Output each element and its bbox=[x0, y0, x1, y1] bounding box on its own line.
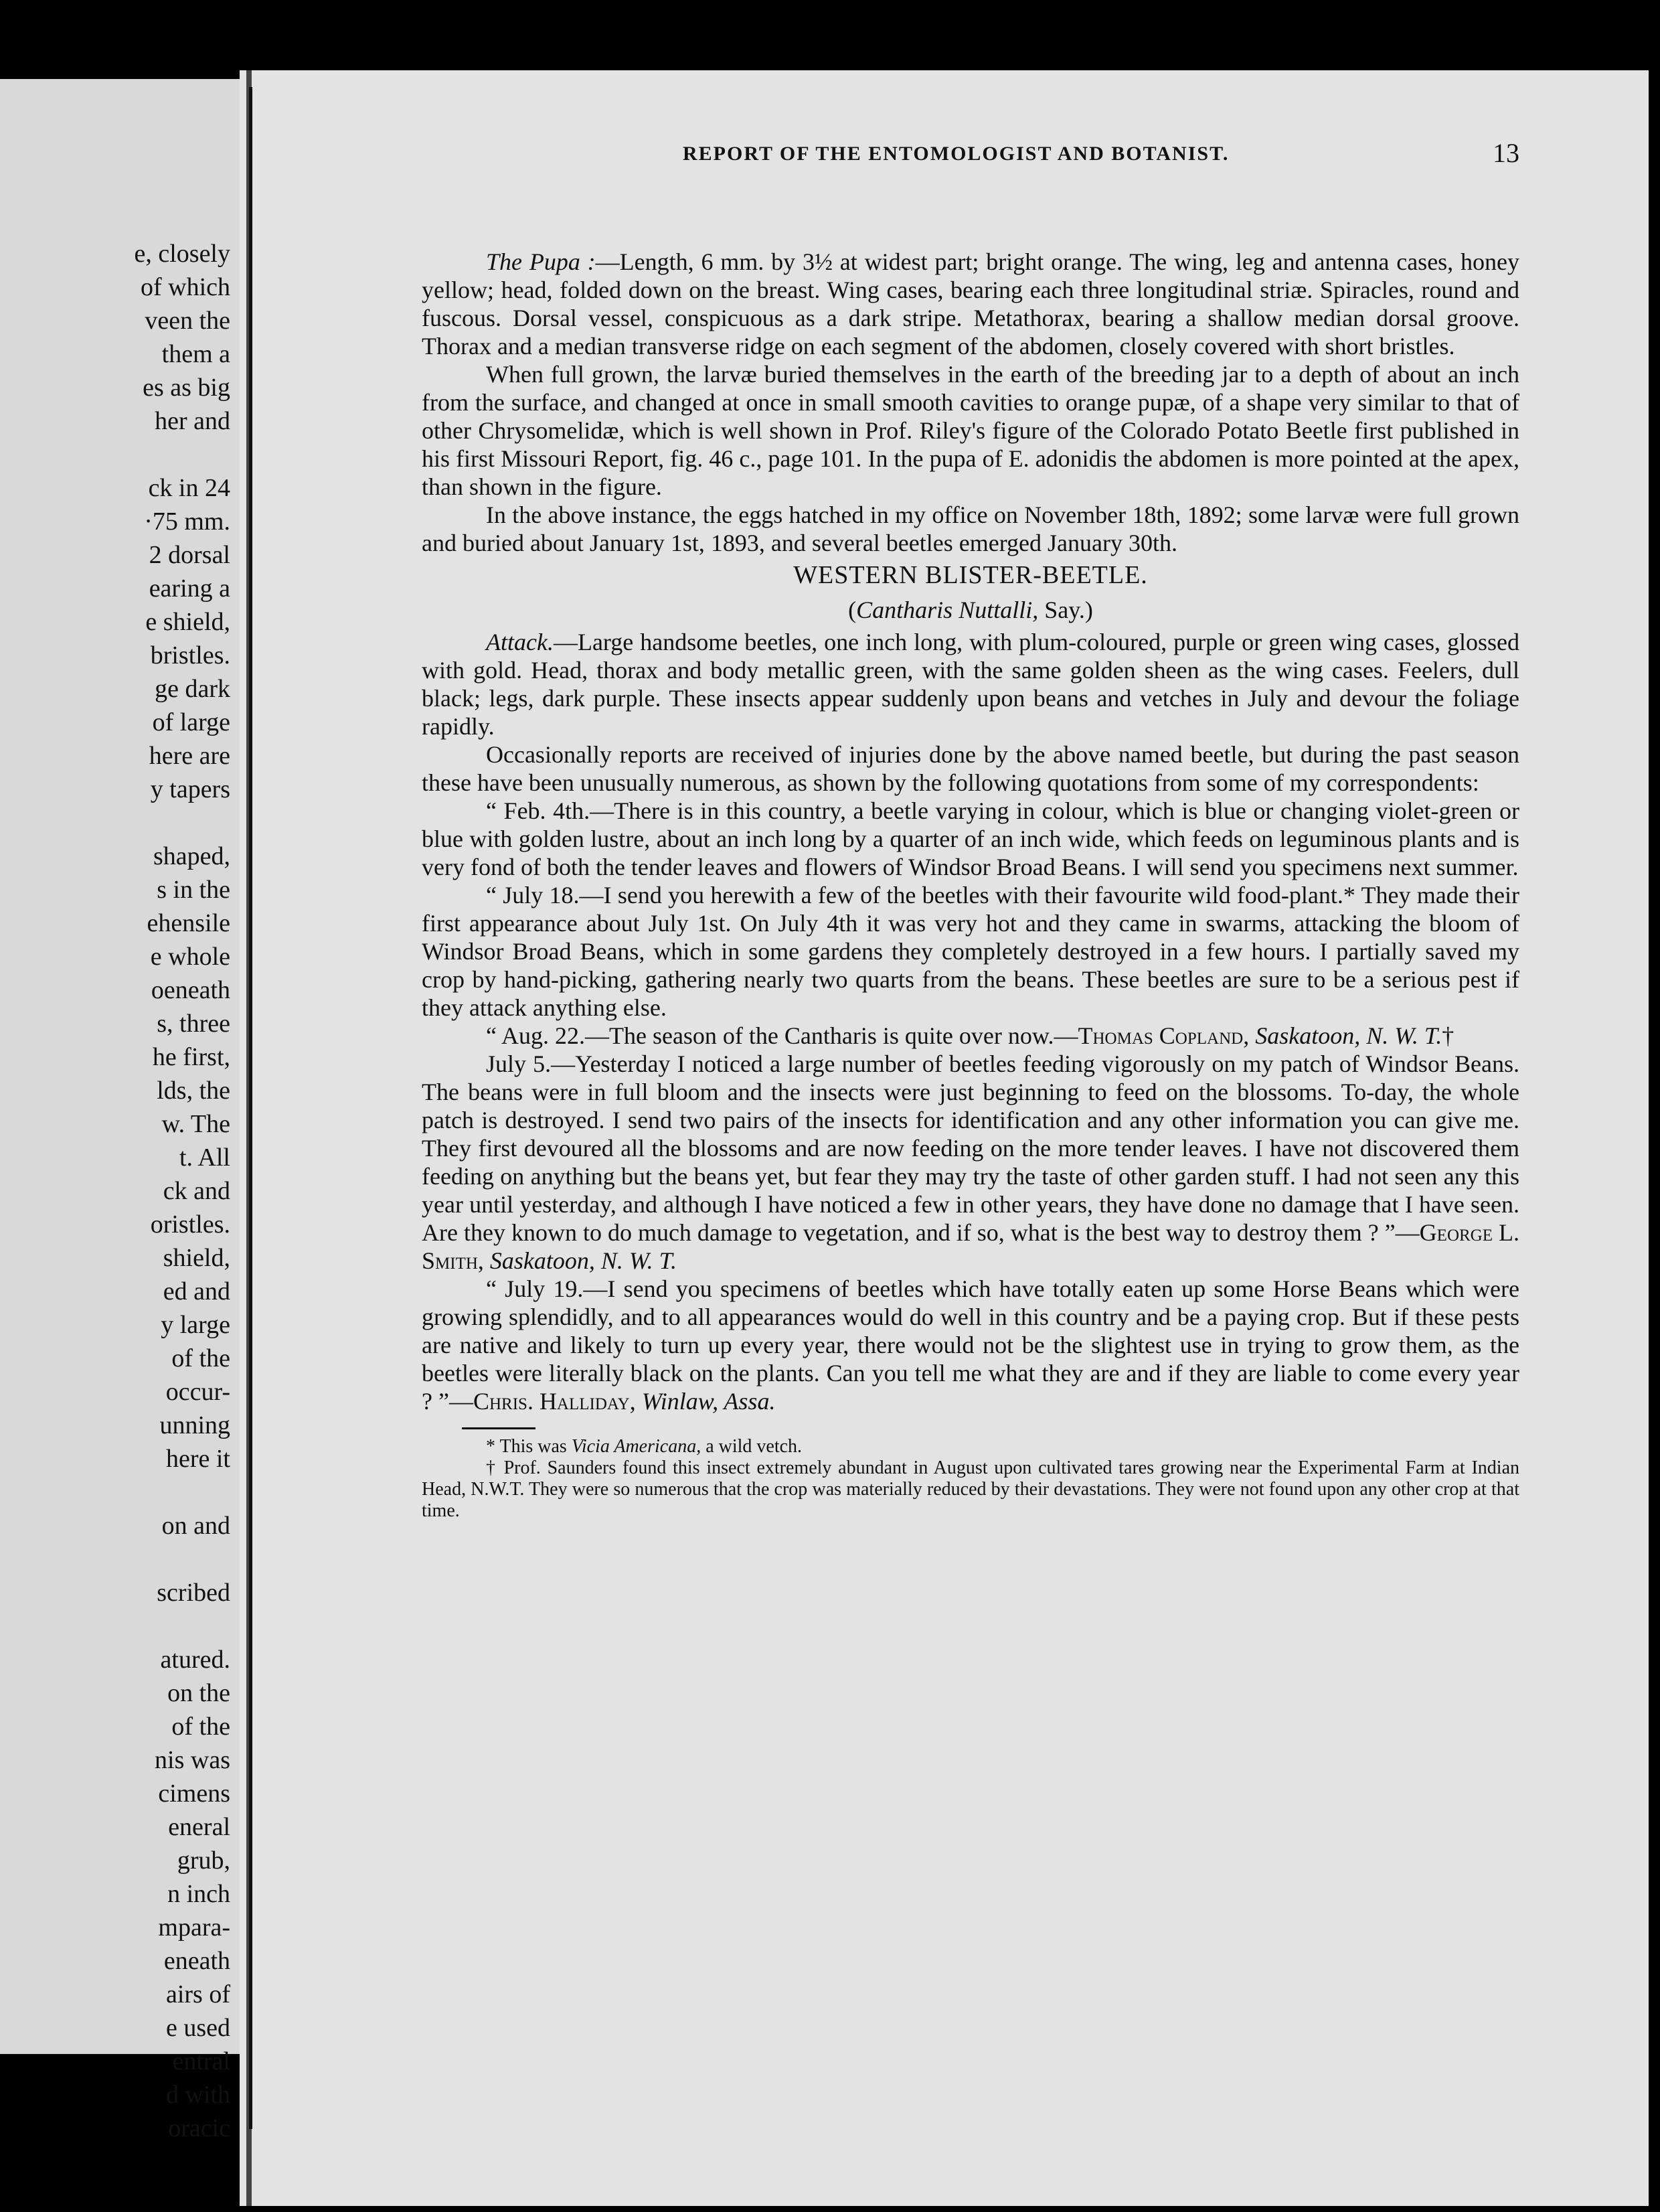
left-page-line: oeneath bbox=[151, 976, 230, 1004]
quote-july19 bbox=[422, 1275, 1519, 1415]
page-body bbox=[422, 248, 1519, 1522]
attack-label: Attack. bbox=[486, 629, 554, 655]
subheading-open: ( bbox=[848, 597, 857, 623]
left-page-line: grub, bbox=[177, 1846, 230, 1875]
left-page-line: 2 dorsal bbox=[149, 541, 230, 569]
left-page-line: t. All bbox=[179, 1143, 230, 1172]
left-page-line: shield, bbox=[163, 1244, 230, 1272]
copland-name: Thomas Copland, bbox=[1078, 1022, 1250, 1049]
left-page-line: of which bbox=[140, 273, 230, 301]
left-page-line: oracic bbox=[168, 2114, 230, 2142]
species-name: Cantharis Nuttalli, bbox=[856, 597, 1039, 623]
left-page-line: d with bbox=[165, 2081, 230, 2109]
left-page-line: here are bbox=[149, 742, 230, 770]
pupa-paragraph bbox=[422, 248, 1519, 360]
copland-footnote-mark: † bbox=[1442, 1022, 1455, 1049]
left-page-line: y large bbox=[161, 1311, 230, 1339]
left-page-line: of the bbox=[171, 1713, 230, 1741]
smith-place: Saskatoon, N. W. T. bbox=[489, 1247, 677, 1274]
quote-aug22-text: “ Aug. 22.—The season of the Cantharis is quite over now.— bbox=[486, 1022, 1078, 1049]
species-author: Say.) bbox=[1038, 597, 1093, 623]
quote-july5-text: July 5.—Yesterday I noticed a large number of beetles feeding vigorously on my patch of Windsor Beans. The beans were in full bloom and the insects were just beginning to feed on the blossoms. To-day, the whole patch is destroyed. I send two pairs of the insects for identification and any other information you can give me. They first devoured all the blossoms and are now feeding on the more tender leaves. I have not discovered them feeding on anything but the beans yet, but fear they may try the taste of other garden stuff. I had not seen any this year until yesterday, and although I have noticed a few in other years, they have done no damage that I have seen. Are they known to do much damage to vegetation, and if so, what is the best way to destroy them ? ”— bbox=[422, 1050, 1519, 1246]
section-heading: WESTERN BLISTER-BEETLE. bbox=[793, 561, 1148, 589]
left-page-line: e used bbox=[165, 2014, 230, 2042]
left-page-line: on and bbox=[161, 1512, 230, 1540]
left-page-line: eneath bbox=[163, 1947, 230, 1975]
left-page-fragment bbox=[0, 79, 240, 2142]
footnote-2: † Prof. Saunders found this insect extremely abundant in August upon cultivated tares growing near the Experimental Farm at Indian Head, N.W.T. They were so numerous that the crop was materially reduced by their devastations. They were not found upon any other crop at that time. bbox=[422, 1457, 1519, 1521]
left-page-line: oristles. bbox=[150, 1210, 230, 1239]
attack-paragraph bbox=[422, 628, 1519, 740]
pupa-text: —Length, 6 mm. by 3½ at widest part; bright orange. The wing, leg and antenna cases, honey yellow; head, folded down on the breast. Wing cases, bearing each three longitudinal striæ. Spiracles, round and fuscous. Dorsal vessel, conspicuous as a dark stripe. Metathorax, bearing a shallow median dorsal groove. Thorax and a median transverse ridge on each segment of the abdomen, closely covered with short bristles. bbox=[422, 248, 1519, 360]
attack-text: —Large handsome beetles, one inch long, with plum-coloured, purple or green wing cases, glossed with gold. Head, thorax and body metallic green, with the same golden sheen as the wing cases. Feelers, dull black; legs, dark purple. These insects appear suddenly upon beans and vetches in July and devour the foliage rapidly. bbox=[422, 629, 1519, 740]
footnote-rule bbox=[462, 1427, 535, 1429]
left-page-line: e whole bbox=[150, 943, 230, 971]
left-page-line: entral bbox=[172, 2047, 230, 2075]
instance-paragraph: In the above instance, the eggs hatched in my office on November 18th, 1892; some larvæ were full grown and buried about January 1st, 1893, and several beetles emerged January 30th. bbox=[422, 501, 1519, 556]
footnote-1 bbox=[422, 1436, 1519, 1457]
left-page-line: of large bbox=[152, 708, 230, 736]
left-page-line: on the bbox=[167, 1679, 230, 1707]
quote-july5 bbox=[422, 1050, 1519, 1275]
left-page-line: shaped, bbox=[153, 842, 230, 870]
running-title: REPORT OF THE ENTOMOLOGIST AND BOTANIST. bbox=[683, 143, 1230, 165]
left-page-line: bristles. bbox=[150, 641, 230, 669]
left-page-line: veen the bbox=[145, 307, 230, 335]
left-page-line: s, three bbox=[157, 1010, 230, 1038]
left-page-line: e, closely bbox=[134, 240, 230, 268]
left-page-line: ed and bbox=[163, 1277, 230, 1306]
copland-place: Saskatoon, N. W. T. bbox=[1255, 1022, 1442, 1049]
left-page-line: airs of bbox=[165, 1980, 230, 2008]
left-page-line: es as big bbox=[143, 374, 230, 402]
left-page-line: them a bbox=[161, 340, 230, 368]
left-page-line: of the bbox=[171, 1344, 230, 1372]
left-page-line: n inch bbox=[167, 1880, 230, 1908]
left-page-line: he first, bbox=[152, 1043, 230, 1071]
left-page-line: ehensile bbox=[147, 909, 230, 937]
footnote-1-species: Vicia Americana, bbox=[571, 1436, 701, 1457]
halliday-name: Chris. Halliday, bbox=[473, 1388, 636, 1415]
quote-july19-text: “ July 19.—I send you specimens of beetles which have totally eaten up some Horse Beans which were growing splendidly, and to all appearances would do well in this country and be a paying crop. But if these pests are native and likely to turn up every year, there would not be the slightest use in trying to grow them, as the beetles were literally black on the plants. Can you tell me what they are and if they are liable to come every year ? ”— bbox=[422, 1275, 1519, 1415]
left-page-line: mpara- bbox=[158, 1913, 230, 1942]
left-page-line: unning bbox=[159, 1411, 230, 1439]
quote-aug22 bbox=[422, 1022, 1519, 1050]
left-page-line: her and bbox=[155, 407, 230, 435]
left-page-line: lds, the bbox=[157, 1077, 230, 1105]
halliday-place: Winlaw, Assa. bbox=[641, 1388, 776, 1415]
page-header bbox=[683, 137, 1519, 177]
left-page-line: eneral bbox=[168, 1813, 230, 1841]
left-page-line: here it bbox=[165, 1445, 230, 1473]
binding-rule bbox=[249, 87, 252, 2129]
smith-name: George L. Smith, bbox=[422, 1219, 1519, 1274]
footnote-1-pre: * This was bbox=[486, 1436, 572, 1457]
left-page-line: ge dark bbox=[155, 675, 230, 703]
left-page-line: y tapers bbox=[150, 775, 230, 803]
left-page-line: earing a bbox=[149, 574, 230, 603]
left-page-line: ck and bbox=[163, 1177, 230, 1205]
left-page-line: w. The bbox=[161, 1110, 230, 1138]
left-page-line: occur- bbox=[165, 1378, 230, 1406]
left-page-line: e shield, bbox=[145, 608, 230, 636]
page-number: 13 bbox=[1493, 138, 1519, 168]
pupa-label: The Pupa : bbox=[486, 248, 596, 275]
left-page-line: nis was bbox=[155, 1746, 230, 1774]
occasionally-paragraph: Occasionally reports are received of injuries done by the above named beetle, but during the past season these have been unusually numerous, as shown by the following quotations from some of my correspondents: bbox=[422, 741, 1519, 796]
left-page-line: ck in 24 bbox=[148, 474, 230, 502]
left-page-line: cimens bbox=[158, 1780, 230, 1808]
left-page-line: scribed bbox=[157, 1579, 230, 1607]
footnote-1-post: a wild vetch. bbox=[701, 1436, 803, 1457]
species-subheading bbox=[422, 596, 1519, 624]
left-page-line: s in the bbox=[157, 876, 230, 904]
left-page-line: ·75 mm. bbox=[144, 507, 230, 536]
full-grown-paragraph: When full grown, the larvæ buried themselves in the earth of the breeding jar to a depth of about an inch from the surface, and changed at once in small smooth cavities to orange pupæ, of a shape very similar to that of other Chrysomelidæ, which is well shown in Prof. Riley's figure of the Colorado Potato Beetle first published in his first Missouri Report, fig. 46 c., page 101. In the pupa of E. adonidis the abdomen is more pointed at the apex, than shown in the figure. bbox=[422, 361, 1519, 500]
quote-feb: “ Feb. 4th.—There is in this country, a beetle varying in colour, which is blue or changing violet-green or blue with golden lustre, about an inch long by a quarter of an inch wide, which feeds on leguminous plants and is very fond of both the tender leaves and flowers of Windsor Broad Beans. I will send you specimens next summer. bbox=[422, 797, 1519, 880]
quote-july18: “ July 18.—I send you herewith a few of the beetles with their favourite wild food-plant.* They made their first appearance about July 1st. On July 4th it was very hot and they came in swarms, attacking the bloom of Windsor Broad Beans, which in some gardens they completely destroyed in a few hours. I partially saved my crop by hand-picking, gathering nearly two quarts from the beans. These beetles are sure to be a serious pest if they attack anything else. bbox=[422, 882, 1519, 1021]
left-page-line: atured. bbox=[160, 1646, 230, 1674]
